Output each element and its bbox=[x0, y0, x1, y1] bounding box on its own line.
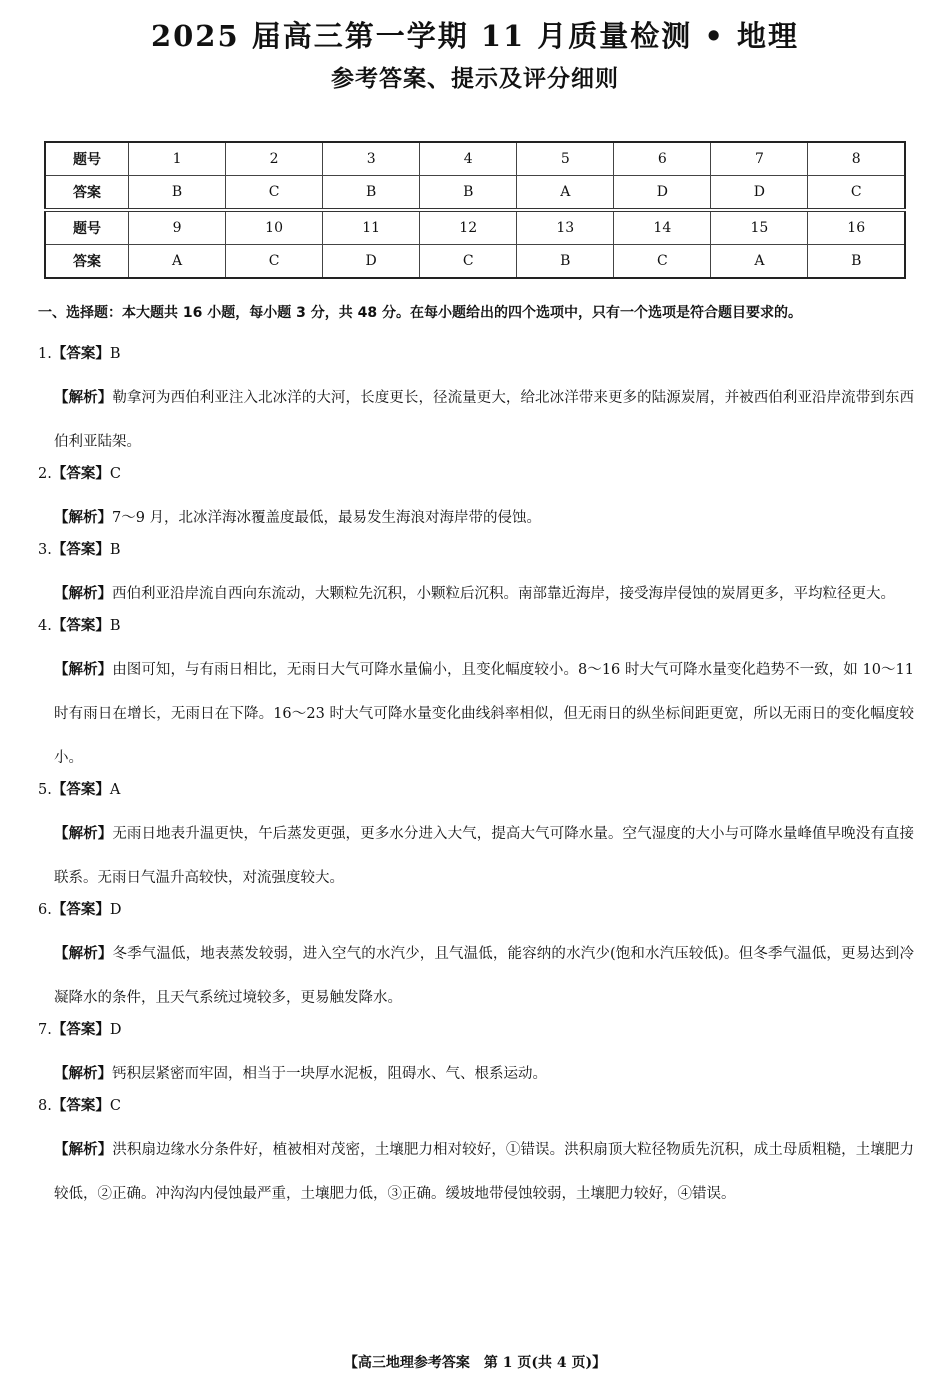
table-cell: 14 bbox=[614, 210, 711, 245]
answer-tag: 【答案】 bbox=[51, 618, 110, 634]
explain-tag: 【解析】 bbox=[54, 826, 113, 842]
explain-tag: 【解析】 bbox=[54, 662, 113, 678]
table-cell: 7 bbox=[711, 142, 808, 176]
explanation-text: 7～9 月，北冰洋海冰覆盖度最低，最易发生海浪对海岸带的侵蚀。 bbox=[112, 510, 542, 526]
table-cell: 10 bbox=[226, 210, 323, 245]
explanation-text: 洪积扇边缘水分条件好，植被相对茂密，土壤肥力相对较好，①错误。洪积扇顶大粒径物质先沉积，成土母质粗糙，土壤肥力较低，②正确。冲沟沟内侵蚀最严重，土壤肥力低，③正确。缓坡地带侵蚀较弱，土壤肥力较好，④错误。 bbox=[54, 1142, 914, 1202]
question-item bbox=[38, 1020, 914, 1096]
answer-tag: 【答案】 bbox=[51, 782, 110, 798]
answer-value: B bbox=[109, 618, 121, 634]
table-cell: D bbox=[323, 245, 420, 279]
table-cell: C bbox=[226, 245, 323, 279]
page-footer: 【高三地理参考答案 第 1 页(共 4 页)】 bbox=[343, 1355, 607, 1371]
answer-value: D bbox=[109, 902, 122, 918]
explanation-text: 钙积层紧密而牢固，相当于一块厚水泥板，阻碍水、气、根系运动。 bbox=[112, 1066, 547, 1082]
table-cell: C bbox=[420, 245, 517, 279]
table-cell: 16 bbox=[808, 210, 905, 245]
question-item bbox=[38, 464, 914, 540]
answer-value: B bbox=[109, 542, 121, 558]
explanation bbox=[38, 496, 914, 540]
section-heading: 一、选择题：本大题共 16 小题，每小题 3 分，共 48 分。在每小题给出的四个选项中，只有一个选项是符合题目要求的。 bbox=[38, 305, 802, 321]
answer-tag: 【答案】 bbox=[51, 1022, 110, 1038]
explain-tag: 【解析】 bbox=[54, 586, 112, 602]
question-number: 4. bbox=[38, 618, 52, 634]
page-subtitle: 参考答案、提示及评分细则 bbox=[331, 65, 619, 92]
table-cell: C bbox=[226, 176, 323, 211]
table-cell: 1 bbox=[129, 142, 226, 176]
explain-tag: 【解析】 bbox=[54, 510, 112, 526]
row-label-answer: 答案 bbox=[45, 245, 129, 279]
table-cell: B bbox=[420, 176, 517, 211]
question-number: 5. bbox=[38, 782, 52, 798]
explain-tag: 【解析】 bbox=[54, 1066, 112, 1082]
explain-tag: 【解析】 bbox=[54, 390, 113, 406]
row-label-number: 题号 bbox=[45, 142, 129, 176]
table-cell: 4 bbox=[420, 142, 517, 176]
explanation-text: 勒拿河为西伯利亚注入北冰洋的大河，长度更长，径流量更大，给北冰洋带来更多的陆源炭屑，并被西伯利亚沿岸流带到东西伯利亚陆架。 bbox=[54, 390, 914, 450]
question-item bbox=[38, 900, 914, 1020]
table-cell: B bbox=[517, 245, 614, 279]
table-cell: B bbox=[808, 245, 905, 279]
table-cell: B bbox=[323, 176, 420, 211]
question-number: 1. bbox=[38, 346, 52, 362]
explanation bbox=[38, 1128, 914, 1216]
explanation-text: 冬季气温低，地表蒸发较弱，进入空气的水汽少，且气温低，能容纳的水汽少(饱和水汽压较低)。但冬季气温低，更易达到冷凝降水的条件，且天气系统过境较多，更易触发降水。 bbox=[54, 946, 915, 1006]
explanation-text: 无雨日地表升温更快，午后蒸发更强，更多水分进入大气，提高大气可降水量。空气湿度的大小与可降水量峰值早晚没有直接联系。无雨日气温升高较快，对流强度较大。 bbox=[54, 826, 914, 886]
table-cell: 15 bbox=[711, 210, 808, 245]
table-cell: B bbox=[129, 176, 226, 211]
explain-tag: 【解析】 bbox=[54, 1142, 113, 1158]
page-title: 2025 届高三第一学期 11 月质量检测 • 地理 bbox=[150, 19, 800, 53]
explanation bbox=[38, 932, 914, 1020]
table-cell: 6 bbox=[614, 142, 711, 176]
table-cell: 8 bbox=[808, 142, 905, 176]
table-cell: 13 bbox=[517, 210, 614, 245]
explanation-text: 由图可知，与有雨日相比，无雨日大气可降水量偏小，且变化幅度较小。8～16 时大气可降水量变化趋势不一致，如 10～11 时有雨日在增长，无雨日在下降。16～23 时大气可降水量变化曲线斜率相似，但无雨日的纵坐标间距更宽，所以无雨日的变化幅度较小。 bbox=[54, 662, 915, 766]
table-cell: D bbox=[711, 176, 808, 211]
explanation bbox=[38, 1052, 914, 1096]
table-row-answers-2 bbox=[45, 245, 905, 279]
question-number: 8. bbox=[38, 1098, 52, 1114]
answer-value: A bbox=[109, 782, 121, 798]
explanation bbox=[38, 572, 914, 616]
question-number: 6. bbox=[38, 902, 52, 918]
question-list bbox=[38, 344, 914, 1216]
answer-value: D bbox=[109, 1022, 122, 1038]
table-cell: D bbox=[614, 176, 711, 211]
explanation bbox=[38, 812, 914, 900]
answer-value: C bbox=[109, 466, 121, 482]
table-cell: C bbox=[614, 245, 711, 279]
question-item bbox=[38, 344, 914, 464]
table-cell: C bbox=[808, 176, 905, 211]
answer-tag: 【答案】 bbox=[51, 466, 110, 482]
table-cell: A bbox=[711, 245, 808, 279]
explanation bbox=[38, 648, 914, 780]
answer-table bbox=[44, 141, 906, 279]
table-cell: 3 bbox=[323, 142, 420, 176]
explain-tag: 【解析】 bbox=[54, 946, 113, 962]
table-cell: A bbox=[517, 176, 614, 211]
table-row-numbers-2 bbox=[45, 210, 905, 245]
question-item bbox=[38, 616, 914, 780]
row-label-answer: 答案 bbox=[45, 176, 129, 211]
table-cell: 9 bbox=[129, 210, 226, 245]
answer-tag: 【答案】 bbox=[51, 346, 110, 362]
question-item bbox=[38, 1096, 914, 1216]
question-item bbox=[38, 540, 914, 616]
question-number: 3. bbox=[38, 542, 52, 558]
explanation bbox=[38, 376, 914, 464]
table-row-numbers-1 bbox=[45, 142, 905, 176]
table-cell: 2 bbox=[226, 142, 323, 176]
table-cell: 11 bbox=[323, 210, 420, 245]
answer-value: B bbox=[109, 346, 121, 362]
question-number: 2. bbox=[38, 466, 52, 482]
answer-tag: 【答案】 bbox=[51, 902, 110, 918]
table-row-answers-1 bbox=[45, 176, 905, 211]
answer-tag: 【答案】 bbox=[51, 1098, 110, 1114]
question-item bbox=[38, 780, 914, 900]
explanation-text: 西伯利亚沿岸流自西向东流动，大颗粒先沉积，小颗粒后沉积。南部靠近海岸，接受海岸侵蚀的炭屑更多，平均粒径更大。 bbox=[112, 586, 895, 602]
row-label-number: 题号 bbox=[45, 210, 129, 245]
answer-value: C bbox=[109, 1098, 121, 1114]
question-number: 7. bbox=[38, 1022, 52, 1038]
table-cell: A bbox=[129, 245, 226, 279]
answer-tag: 【答案】 bbox=[51, 542, 110, 558]
table-cell: 12 bbox=[420, 210, 517, 245]
table-cell: 5 bbox=[517, 142, 614, 176]
